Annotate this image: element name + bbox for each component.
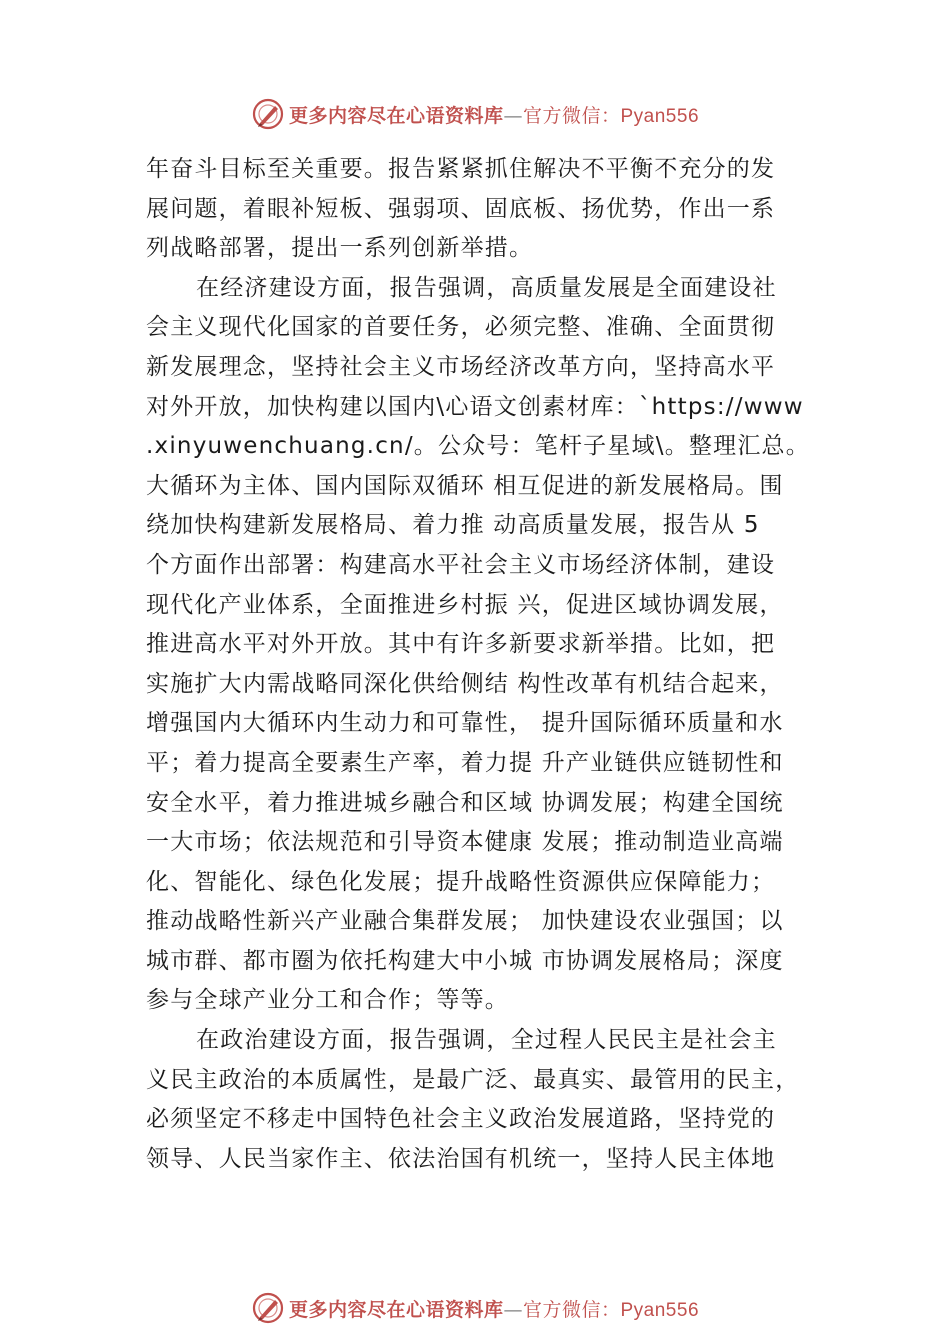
pen-logo-icon: [251, 97, 285, 131]
header-brand: 更多内容尽在心语资料库: [288, 104, 504, 127]
header-label: 官方微信：: [522, 104, 621, 127]
footer-banner: [0, 1288, 950, 1328]
footer-separator: —: [503, 1298, 523, 1321]
body-line: 推动战略性新兴产业融合集群发展； 加快建设农业强国；以: [146, 908, 784, 935]
body-line: 展问题，着眼补短板、强弱项、固底板、扬优势，作出一系: [146, 195, 776, 222]
footer-handle: Pyan556: [620, 1299, 700, 1321]
body-line-with-url: .xinyuwenchuang.cn/。公众号：笔杆子星域\。整理汇总。: [146, 433, 810, 460]
footer-label: 官方微信：: [522, 1298, 621, 1321]
header-banner-text: [289, 101, 699, 128]
body-line: 安全水平，着力推进城乡融合和区域 协调发展；构建全国统: [146, 789, 784, 816]
body-line: 会主义现代化国家的首要任务，必须完整、准确、全面贯彻: [146, 314, 776, 341]
body-line: 列战略部署，提出一系列创新举措。: [146, 235, 534, 262]
paragraph-start-line: 在政治建设方面，报告强调，全过程人民民主是社会主: [196, 1027, 777, 1054]
body-line-with-url: 对外开放，加快构建以国内\心语文创素材库：`https://www: [146, 393, 804, 420]
body-line: 绕加快构建新发展格局、着力推 动高质量发展，报告从 5: [146, 512, 760, 539]
footer-brand: 更多内容尽在心语资料库: [288, 1298, 504, 1321]
body-line: 年奋斗目标至关重要。报告紧紧抓住解决不平衡不充分的发: [146, 156, 776, 182]
body-line: 个方面作出部署：构建高水平社会主义市场经济体制，建设: [146, 551, 776, 578]
footer-banner-text: [289, 1295, 699, 1322]
document-body: [146, 150, 826, 1179]
body-line: 化、智能化、绿色化发展；提升战略性资源供应保障能力；: [146, 868, 776, 895]
header-separator: —: [503, 104, 523, 127]
body-line: 领导、人民当家作主、依法治国有机统一，坚持人民主体地: [146, 1145, 776, 1172]
body-line: 义民主政治的本质属性，是最广泛、最真实、最管用的民主，: [146, 1066, 800, 1093]
body-line: 推进高水平对外开放。其中有许多新要求新举措。比如，把: [146, 631, 776, 658]
body-line: 大循环为主体、国内国际双循环 相互促进的新发展格局。围: [146, 472, 784, 499]
pen-logo-icon: [251, 1291, 285, 1325]
body-line: 必须坚定不移走中国特色社会主义政治发展道路，坚持党的: [146, 1106, 776, 1133]
body-line: 参与全球产业分工和合作；等等。: [146, 987, 509, 1014]
header-handle: Pyan556: [620, 105, 700, 127]
paragraph-start-line: 在经济建设方面，报告强调，高质量发展是全面建设社: [196, 274, 777, 301]
body-line: 新发展理念，坚持社会主义市场经济改革方向，坚持高水平: [146, 353, 776, 380]
body-line: 实施扩大内需战略同深化供给侧结 构性改革有机结合起来，: [146, 670, 784, 697]
body-line: 城市群、都市圈为依托构建大中小城 市协调发展格局；深度: [146, 947, 784, 974]
body-line: 平；着力提高全要素生产率，着力提 升产业链供应链韧性和: [146, 749, 784, 776]
header-banner: [0, 94, 950, 134]
body-line: 增强国内大循环内生动力和可靠性， 提升国际循环质量和水: [146, 710, 784, 737]
body-line: 现代化产业体系，全面推进乡村振 兴，促进区域协调发展，: [146, 591, 784, 618]
body-line: 一大市场；依法规范和引导资本健康 发展；推动制造业高端: [146, 829, 784, 856]
